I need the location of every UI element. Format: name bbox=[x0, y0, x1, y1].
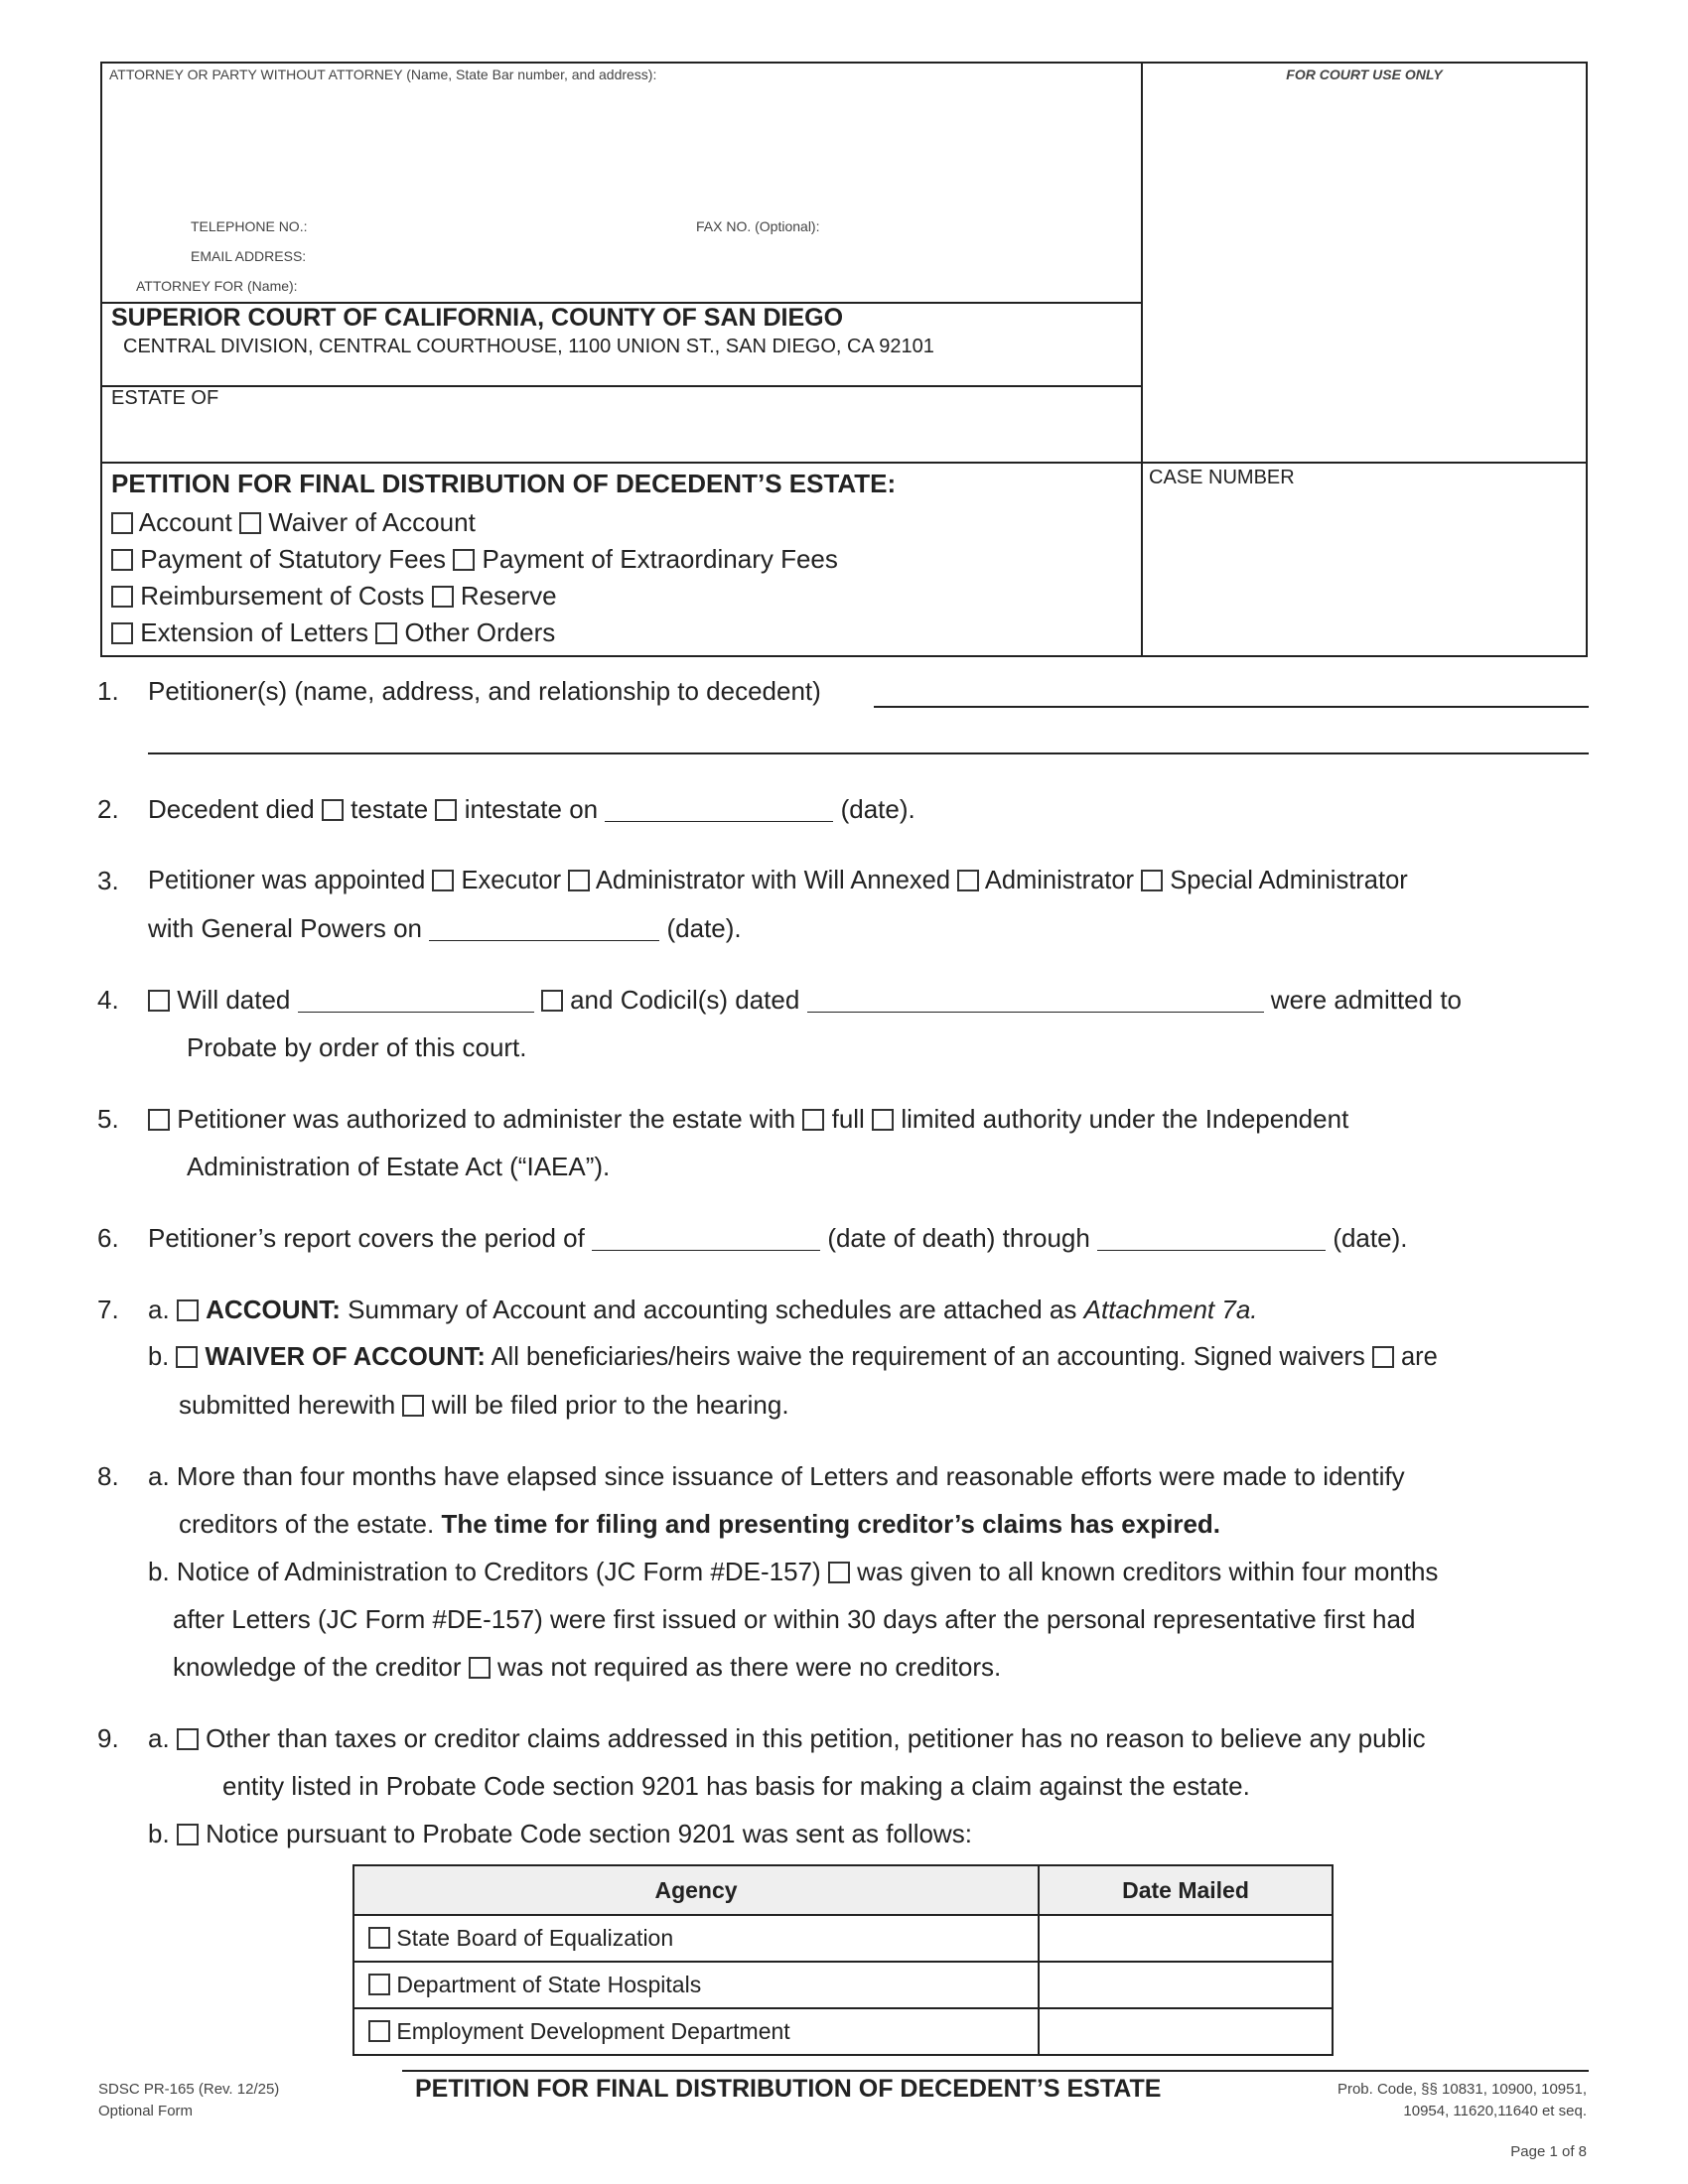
item-4-codicil-date-blank[interactable] bbox=[807, 986, 1264, 1013]
checkbox-waivers-are[interactable] bbox=[1372, 1346, 1394, 1368]
item-8a-expired: The time for filing and presenting creditor’s claims has expired. bbox=[441, 1509, 1221, 1539]
item-7b-line-2 bbox=[179, 1390, 789, 1420]
checkbox-account[interactable] bbox=[111, 512, 133, 534]
item-4-number: 4. bbox=[97, 985, 119, 1015]
item-9a-text: Other than taxes or creditor claims addressed in this petition, petitioner has no reason to believe any public bbox=[206, 1723, 1426, 1753]
item-5-number: 5. bbox=[97, 1104, 119, 1134]
estate-of-label: ESTATE OF bbox=[111, 387, 219, 409]
checkbox-codicil[interactable] bbox=[541, 990, 563, 1012]
item-3-admin-will-label: Administrator with Will Annexed bbox=[595, 867, 951, 894]
footer-page: Page 1 of 8 bbox=[1510, 2143, 1587, 2160]
item-1-blank-1[interactable] bbox=[874, 678, 1589, 708]
telephone-label: TELEPHONE NO.: bbox=[191, 218, 308, 234]
footer-codes-1: Prob. Code, §§ 10831, 10900, 10951, bbox=[1336, 2081, 1587, 2098]
item-3-line-2 bbox=[148, 913, 742, 943]
checkbox-extension[interactable] bbox=[111, 622, 133, 644]
item-2-number: 2. bbox=[97, 794, 119, 824]
checkbox-admin-will-annexed[interactable] bbox=[568, 870, 590, 891]
checkbox-extraordinary-fees[interactable] bbox=[453, 549, 475, 571]
agency-table bbox=[352, 1864, 1334, 2056]
option-reserve-label: Reserve bbox=[460, 581, 557, 611]
item-7b-filed: will be filed prior to the hearing. bbox=[431, 1390, 789, 1420]
checkbox-will-be-filed[interactable] bbox=[402, 1395, 424, 1417]
date-mailed-cell[interactable] bbox=[1039, 1915, 1333, 1962]
checkbox-special-administrator[interactable] bbox=[1141, 870, 1163, 891]
checkbox-administrator[interactable] bbox=[957, 870, 979, 891]
item-6-line bbox=[148, 1223, 1407, 1253]
date-mailed-cell[interactable] bbox=[1039, 2008, 1333, 2055]
checkbox-board-equalization[interactable] bbox=[368, 1927, 390, 1949]
item-1-number: 1. bbox=[97, 676, 119, 706]
item-8b-line-3 bbox=[173, 1652, 1001, 1682]
checkbox-iaea-authorized[interactable] bbox=[148, 1109, 170, 1131]
item-9b-text: Notice pursuant to Probate Code section 9201 was sent as follows: bbox=[206, 1819, 972, 1848]
item-8b-knowledge: knowledge of the creditor bbox=[173, 1652, 462, 1682]
item-5-full-label: full bbox=[831, 1104, 865, 1134]
checkbox-notice-9201[interactable] bbox=[177, 1824, 199, 1845]
item-3-date-blank[interactable] bbox=[429, 914, 659, 941]
item-6-through: (date of death) through bbox=[827, 1223, 1090, 1253]
item-8b-notice: b. Notice of Administration to Creditors (JC Form #DE-157) bbox=[148, 1557, 821, 1586]
checkbox-notice-given[interactable] bbox=[828, 1562, 850, 1583]
item-3-number: 3. bbox=[97, 866, 119, 895]
checkbox-waiver-account[interactable] bbox=[176, 1346, 198, 1368]
item-7a-label: a. bbox=[148, 1295, 170, 1324]
checkbox-reserve[interactable] bbox=[432, 586, 454, 608]
case-number-label: CASE NUMBER bbox=[1149, 467, 1295, 488]
option-waiver-label: Waiver of Account bbox=[268, 507, 476, 537]
option-reimbursement-label: Reimbursement of Costs bbox=[140, 581, 425, 611]
item-9b-line bbox=[148, 1819, 972, 1848]
item-7-number: 7. bbox=[97, 1295, 119, 1324]
item-4-line-1 bbox=[148, 985, 1462, 1015]
checkbox-state-hospitals[interactable] bbox=[368, 1974, 390, 1995]
header-right-box bbox=[1141, 62, 1588, 657]
item-9-number: 9. bbox=[97, 1723, 119, 1753]
item-8b-not-required: was not required as there were no creditors. bbox=[496, 1652, 1002, 1682]
col-date-mailed: Date Mailed bbox=[1039, 1865, 1333, 1915]
court-use-label: FOR COURT USE ONLY bbox=[1286, 67, 1443, 82]
item-6-to-date-blank[interactable] bbox=[1097, 1224, 1326, 1251]
item-7a-line bbox=[148, 1295, 1258, 1324]
checkbox-full-authority[interactable] bbox=[802, 1109, 824, 1131]
agency-name: Department of State Hospitals bbox=[396, 1972, 702, 1997]
item-9b-label: b. bbox=[148, 1819, 170, 1848]
table-row bbox=[353, 1915, 1333, 1962]
option-statutory-fees-label: Payment of Statutory Fees bbox=[140, 544, 447, 574]
option-extraordinary-fees-label: Payment of Extraordinary Fees bbox=[482, 544, 838, 574]
agency-name: Employment Development Department bbox=[396, 2018, 790, 2044]
footer-optional: Optional Form bbox=[98, 2103, 194, 2119]
email-label: EMAIL ADDRESS: bbox=[191, 248, 307, 264]
item-6-from-date-blank[interactable] bbox=[592, 1224, 820, 1251]
item-3-appointed: Petitioner was appointed bbox=[148, 867, 426, 894]
item-8b-line-1 bbox=[148, 1557, 1438, 1586]
item-8a-creditors: creditors of the estate. bbox=[179, 1509, 435, 1539]
item-7b-heading: WAIVER OF ACCOUNT: bbox=[205, 1343, 486, 1371]
footer-title: PETITION FOR FINAL DISTRIBUTION OF DECEDENT’S ESTATE bbox=[415, 2075, 1162, 2103]
divider-estate bbox=[100, 385, 1143, 387]
item-3-line-1 bbox=[148, 866, 1408, 895]
item-7b-text: All beneficiaries/heirs waive the requirement of an accounting. Signed waivers bbox=[491, 1343, 1365, 1371]
item-9a-label: a. bbox=[148, 1723, 170, 1753]
item-8a-line-2 bbox=[179, 1509, 1220, 1539]
checkbox-testate[interactable] bbox=[322, 799, 344, 821]
col-agency: Agency bbox=[353, 1865, 1039, 1915]
item-7a-text: Summary of Account and accounting schedules are attached as bbox=[348, 1295, 1077, 1324]
item-7b-label: b. bbox=[148, 1343, 170, 1371]
item-7b-are: are bbox=[1400, 1343, 1438, 1371]
divider-petition bbox=[100, 462, 1588, 464]
item-4-will-dated: Will dated bbox=[177, 985, 291, 1015]
item-8a-line-1: a. More than four months have elapsed since issuance of Letters and reasonable efforts were made to identify bbox=[148, 1461, 1405, 1491]
item-9a-line-2: entity listed in Probate Code section 9201 has basis for making a claim against the estate. bbox=[222, 1771, 1250, 1801]
fax-label: FAX NO. (Optional): bbox=[696, 218, 820, 234]
item-2-date-label: (date). bbox=[840, 794, 915, 824]
item-8-number: 8. bbox=[97, 1461, 119, 1491]
court-name: SUPERIOR COURT OF CALIFORNIA, COUNTY OF SAN DIEGO bbox=[111, 304, 844, 332]
table-row bbox=[353, 2008, 1333, 2055]
item-4-will-date-blank[interactable] bbox=[298, 986, 534, 1013]
option-account-label: Account bbox=[138, 507, 232, 537]
item-2-line bbox=[148, 794, 915, 824]
checkbox-account-attached[interactable] bbox=[177, 1299, 199, 1321]
footer-form-id: SDSC PR-165 (Rev. 12/25) bbox=[98, 2081, 280, 2098]
checkbox-executor[interactable] bbox=[432, 870, 454, 891]
item-8b-given: was given to all known creditors within four months bbox=[857, 1557, 1439, 1586]
footer-rule bbox=[402, 2070, 1589, 2072]
item-6-number: 6. bbox=[97, 1223, 119, 1253]
checkbox-other-orders[interactable] bbox=[375, 622, 397, 644]
item-7b-line-1 bbox=[148, 1342, 1438, 1372]
checkbox-statutory-fees[interactable] bbox=[111, 549, 133, 571]
checkbox-no-creditors[interactable] bbox=[469, 1657, 491, 1679]
item-5-line-2: Administration of Estate Act (“IAEA”). bbox=[187, 1152, 611, 1181]
item-2-decedent-died: Decedent died bbox=[148, 794, 315, 824]
item-7a-heading: ACCOUNT: bbox=[206, 1295, 341, 1324]
item-3-administrator-label: Administrator bbox=[984, 867, 1135, 894]
checkbox-reimbursement[interactable] bbox=[111, 586, 133, 608]
item-5-line-1 bbox=[148, 1104, 1348, 1134]
item-2-date-blank[interactable] bbox=[605, 795, 833, 822]
item-7a-attachment: Attachment 7a. bbox=[1083, 1295, 1258, 1324]
item-4-line-2: Probate by order of this court. bbox=[187, 1032, 527, 1062]
item-4-codicil-label: and Codicil(s) dated bbox=[570, 985, 800, 1015]
item-5-authorized: Petitioner was authorized to administer the estate with bbox=[177, 1104, 796, 1134]
item-2-intestate-label: intestate on bbox=[464, 794, 599, 824]
item-5-limited-label: limited authority under the Independent bbox=[901, 1104, 1349, 1134]
item-7b-submitted: submitted herewith bbox=[179, 1390, 396, 1420]
item-3-executor-label: Executor bbox=[461, 867, 562, 894]
checkbox-intestate[interactable] bbox=[435, 799, 457, 821]
option-other-orders-label: Other Orders bbox=[404, 617, 556, 647]
item-6-period: Petitioner’s report covers the period of bbox=[148, 1223, 585, 1253]
table-row bbox=[353, 1962, 1333, 2008]
item-2-testate-label: testate bbox=[351, 794, 429, 824]
option-extension-label: Extension of Letters bbox=[140, 617, 369, 647]
checkbox-waiver-of-account[interactable] bbox=[239, 512, 261, 534]
item-9a-line-1 bbox=[148, 1723, 1426, 1753]
agency-name: State Board of Equalization bbox=[396, 1925, 674, 1951]
item-3-date-label: (date). bbox=[666, 913, 742, 943]
item-1-blank-2[interactable] bbox=[148, 727, 1589, 754]
checkbox-no-public-claim[interactable] bbox=[177, 1728, 199, 1750]
item-6-date-label: (date). bbox=[1333, 1223, 1408, 1253]
item-3-special-admin-label: Special Administrator bbox=[1170, 867, 1408, 894]
checkbox-edd[interactable] bbox=[368, 2020, 390, 2042]
date-mailed-cell[interactable] bbox=[1039, 1962, 1333, 2008]
footer-codes-2: 10954, 11620,11640 et seq. bbox=[1403, 2103, 1587, 2119]
item-4-admitted: were admitted to bbox=[1270, 985, 1463, 1015]
item-1-text: Petitioner(s) (name, address, and relationship to decedent) bbox=[148, 676, 821, 706]
attorney-for-label: ATTORNEY FOR (Name): bbox=[136, 278, 298, 294]
petition-title: PETITION FOR FINAL DISTRIBUTION OF DECEDENT’S ESTATE: bbox=[111, 469, 897, 498]
court-division: CENTRAL DIVISION, CENTRAL COURTHOUSE, 1100 UNION ST., SAN DIEGO, CA 92101 bbox=[123, 336, 934, 357]
attorney-label: ATTORNEY OR PARTY WITHOUT ATTORNEY (Name, State Bar number, and address): bbox=[109, 67, 657, 82]
item-8b-line-2: after Letters (JC Form #DE-157) were first issued or within 30 days after the personal representative first had bbox=[173, 1604, 1416, 1634]
checkbox-limited-authority[interactable] bbox=[872, 1109, 894, 1131]
checkbox-will-dated[interactable] bbox=[148, 990, 170, 1012]
petition-options bbox=[111, 504, 838, 651]
item-3-general-powers: with General Powers on bbox=[148, 913, 423, 943]
